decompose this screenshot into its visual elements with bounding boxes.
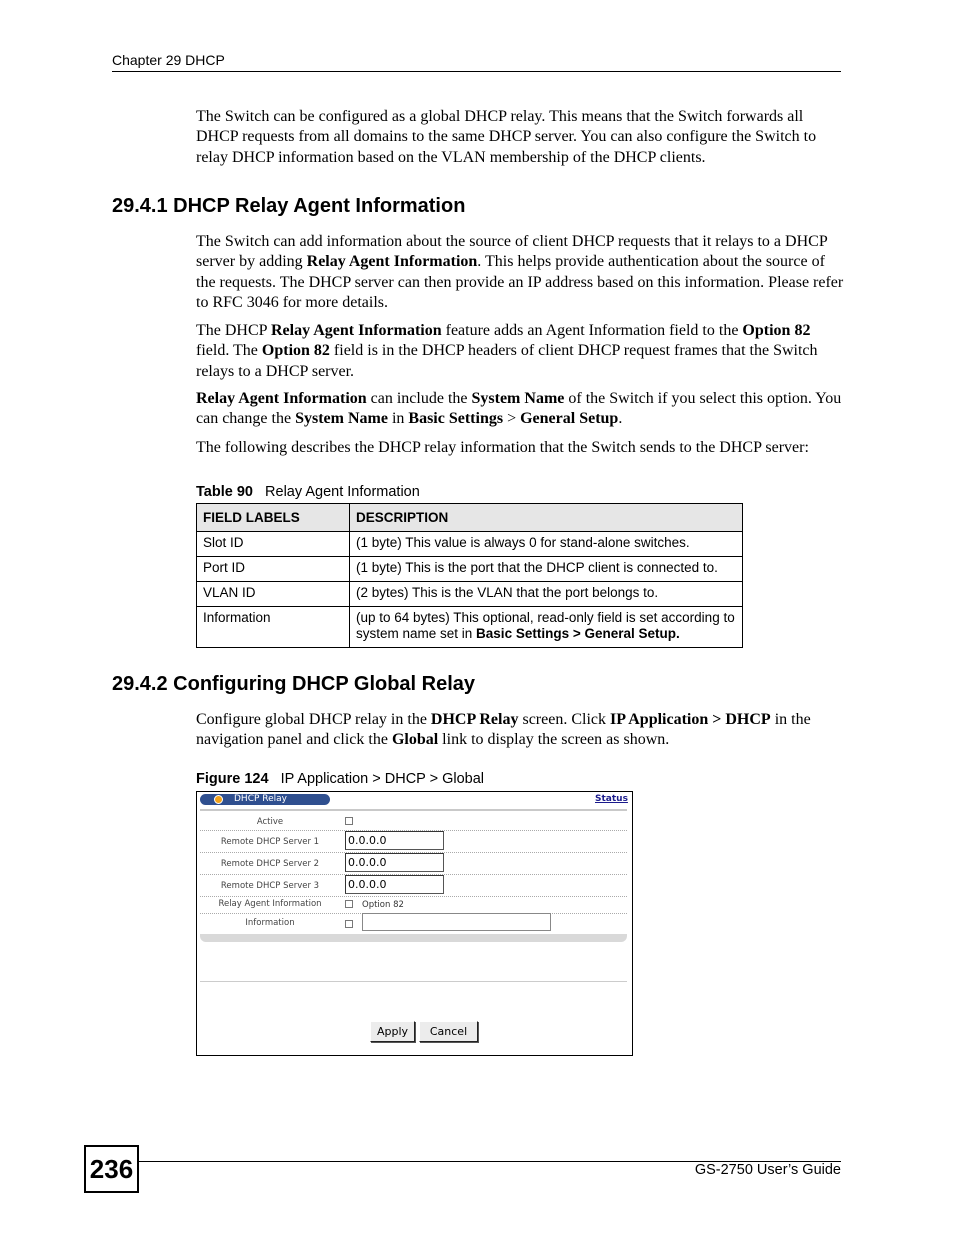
cancel-button[interactable]: Cancel (419, 1021, 478, 1042)
table-cell-description: (1 byte) This is the port that the DHCP client is connected to. (350, 557, 743, 582)
table-caption: Table 90 Relay Agent Information (196, 484, 420, 500)
intro-paragraph: The Switch can be configured as a global DHCP relay. This means that the Switch forwards all DHCP requests from all domains to the same DHCP server. You can also configure the Switch to relay DHCP information based on the VLAN membership of the DHCP clients. (196, 108, 817, 166)
server3-label: Remote DHCP Server 3 (220, 881, 320, 891)
relay-agent-paragraph-4: The following describes the DHCP relay information that the Switch sends to the DHCP server: (196, 439, 809, 456)
relay-info-row (200, 896, 627, 914)
information-checkbox[interactable] (345, 920, 353, 928)
active-row (200, 812, 627, 831)
table-cell-label: VLAN ID (197, 582, 350, 607)
header-rule (112, 71, 841, 72)
table-row (197, 532, 743, 557)
table-header-description: DESCRIPTION (350, 504, 743, 532)
table-cell-label: Information (197, 607, 350, 648)
title-divider (200, 809, 627, 811)
form-footer-band (200, 934, 627, 942)
table-header-field-labels: FIELD LABELS (197, 504, 350, 532)
server3-input[interactable]: 0.0.0.0 (345, 875, 444, 894)
server2-label: Remote DHCP Server 2 (220, 859, 320, 869)
section-heading-relay-agent: 29.4.1 DHCP Relay Agent Information (112, 195, 466, 217)
server1-label: Remote DHCP Server 1 (220, 837, 320, 847)
option82-label: Option 82 (362, 900, 404, 910)
table-row (197, 582, 743, 607)
information-row (200, 913, 627, 934)
table-header-row (197, 504, 743, 532)
server3-row (200, 874, 627, 897)
table-cell-label: Slot ID (197, 532, 350, 557)
table-cell-description: (up to 64 bytes) This optional, read-only field is set according to system name set in Basic Settings > General Setup. (350, 607, 743, 648)
table-row (197, 557, 743, 582)
server2-input[interactable]: 0.0.0.0 (345, 853, 444, 872)
circle-icon (214, 795, 223, 804)
information-input[interactable] (362, 913, 551, 931)
relay-agent-paragraph-2: The DHCP Relay Agent Information feature adds an Agent Information field to the Option 82 field. The Option 82 field is in the DHCP headers of client DHCP request frames that the Switch relays to a DHCP server. (196, 322, 818, 380)
form-separator (200, 981, 627, 982)
server1-input[interactable]: 0.0.0.0 (345, 831, 444, 850)
relay-agent-table (196, 503, 743, 648)
table-cell-label: Port ID (197, 557, 350, 582)
dhcp-relay-screenshot (196, 791, 633, 1056)
dhcp-relay-tab-label: DHCP Relay (234, 794, 287, 804)
table-cell-description: (1 byte) This value is always 0 for stand-alone switches. (350, 532, 743, 557)
active-checkbox[interactable] (345, 817, 353, 825)
table-cell-description: (2 bytes) This is the VLAN that the port belongs to. (350, 582, 743, 607)
global-relay-paragraph: Configure global DHCP relay in the DHCP Relay screen. Click IP Application > DHCP in the navigation panel and click the Global link to display the screen as shown. (196, 711, 811, 749)
dhcp-relay-tab[interactable] (200, 794, 330, 805)
chapter-header: Chapter 29 DHCP (112, 52, 225, 68)
relay-agent-paragraph-3: Relay Agent Information can include the System Name of the Switch if you select this option. You can change the System Name in Basic Settings > General Setup. (196, 390, 842, 428)
apply-button[interactable]: Apply (370, 1021, 415, 1042)
section-heading-global-relay: 29.4.2 Configuring DHCP Global Relay (112, 673, 476, 695)
active-label: Active (256, 817, 284, 827)
option82-checkbox[interactable] (345, 900, 353, 908)
table-row (197, 607, 743, 648)
information-label: Information (245, 918, 295, 928)
server1-row (200, 830, 627, 853)
page-number: 236 (84, 1145, 139, 1193)
relay-agent-paragraph-1: The Switch can add information about the source of client DHCP requests that it relays to a DHCP server by adding Relay Agent Information. This helps provide authentication about the source of the requests. The DHCP server can then provide an IP address based on this information. Please refer to RFC 3046 for more details. (196, 233, 844, 312)
figure-caption: Figure 124 IP Application > DHCP > Global (196, 771, 485, 787)
status-link[interactable]: Status (595, 794, 628, 804)
guide-title: GS-2750 User’s Guide (694, 1162, 841, 1178)
server2-row (200, 852, 627, 875)
relay-info-label: Relay Agent Information (218, 899, 322, 909)
